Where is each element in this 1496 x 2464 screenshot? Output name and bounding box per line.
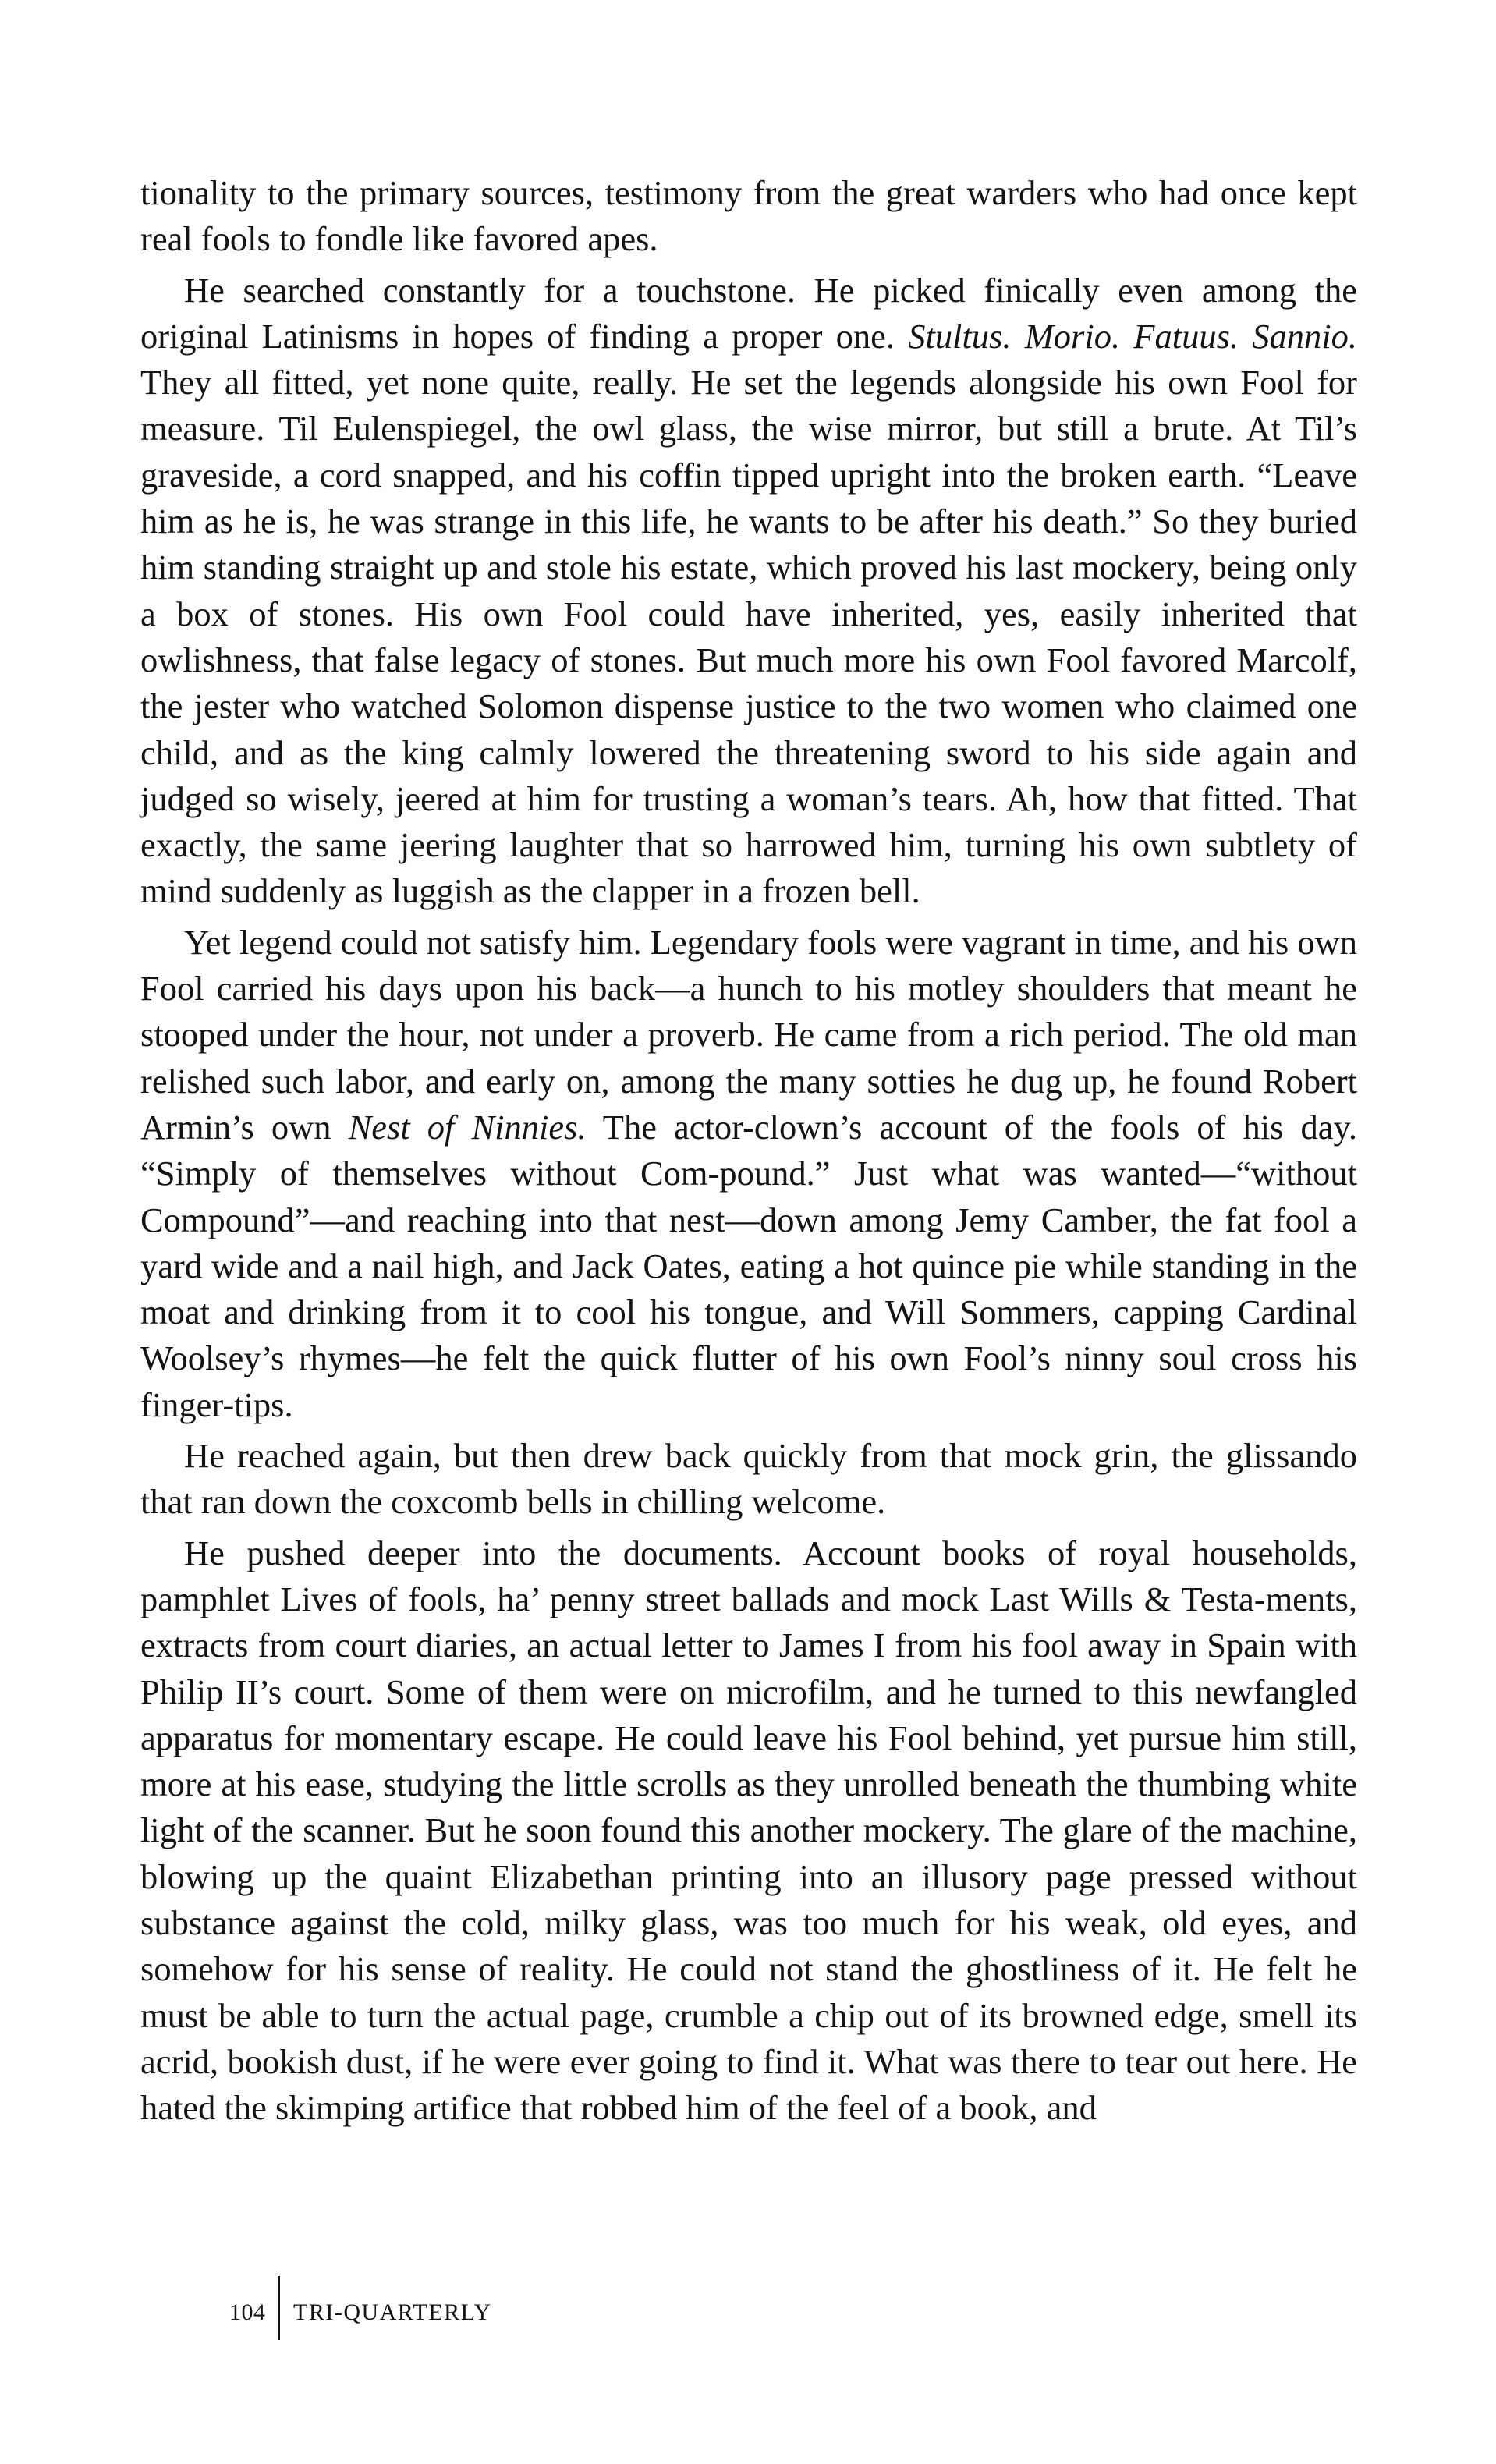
paragraph-3: Yet legend could not satisfy him. Legendary fools were vagrant in time, and his own Fool carried his days upon his back—a hunch to his motley shoulders that meant he stooped under the hour, not under a proverb. He came from a rich period. The old man relished such labor, and early on, among the many sotties he dug up, he found Robert Armin’s own Nest of Ninnies. The actor-clown’s account of the fools of his day. “Simply of themselves without Com-pound.” Just what was wanted—“without Compound”—and reaching into that nest—down among Jemy Camber, the fat fool a yard wide and a nail high, and Jack Oates, eating a hot quince pie while standing in the moat and drinking from it to cool his tongue, and Will Sommers, capping Cardinal Woolsey’s rhymes—he felt the quick flutter of his own Fool’s ninny soul cross his finger-tips. bbox=[140, 922, 1357, 1424]
footer-divider bbox=[278, 2276, 280, 2340]
page-body bbox=[140, 170, 1357, 2131]
paragraph-4: He reached again, but then drew back quickly from that mock grin, the glissando that ran down the coxcomb bells in chilling welcome. bbox=[140, 1436, 1357, 1522]
running-head: TRI-QUARTERLY bbox=[293, 2299, 492, 2325]
paragraph-1: tionality to the primary sources, testimony from the great warders who had once kept real fools to fondle like favored apes. bbox=[140, 173, 1357, 259]
paragraph-2: He searched constantly for a touchstone. He picked finically even among the original Latinisms in hopes of finding a proper one. Stultus. Morio. Fatuus. Sannio. They all fitted, yet none quite, really. He set the legends alongside his own Fool for measure. Til Eulenspiegel, the owl glass, the wise mirror, but still a brute. At Til’s graveside, a cord snapped, and his coffin tipped upright into the broken earth. “Leave him as he is, he was strange in this life, he wants to be after his death.” So they buried him standing straight up and stole his estate, which proved his last mockery, being only a box of stones. His own Fool could have inherited, yes, easily inherited that owlishness, that false legacy of stones. But much more his own Fool favored Marcolf, the jester who watched Solomon dispense justice to the two women who claimed one child, and as the king calmly lowered the threatening sword to his side again and judged so wisely, jeered at him for trusting a woman’s tears. Ah, how that fitted. That exactly, the same jeering laughter that so harrowed him, turning his own subtlety of mind suddenly as luggish as the clapper in a frozen bell. bbox=[140, 270, 1358, 911]
paragraph-5: He pushed deeper into the documents. Account books of royal households, pamphlet Lives of fools, ha’ penny street ballads and mock Last Wills & Testa-ments, extracts from court diaries, an actual letter to James I from his fool away in Spain with Philip II’s court. Some of them were on microfilm, and he turned to this newfangled apparatus for momentary escape. He could leave his Fool behind, yet pursue him still, more at his ease, studying the little scrolls as they unrolled beneath the thumbing white light of the scanner. But he soon found this another mockery. The glare of the machine, blowing up the quaint Elizabethan printing into an illusory page pressed without substance against the cold, milky glass, was too much for his weak, old eyes, and somehow for his sense of reality. He could not stand the ghostliness of it. He felt he must be able to turn the actual page, crumble a chip out of its browned edge, smell its acrid, bookish dust, if he were ever going to find it. What was there to tear out here. He hated the skimping artifice that robbed him of the feel of a book, and bbox=[140, 1533, 1357, 2128]
page-number: 104 bbox=[229, 2299, 266, 2325]
